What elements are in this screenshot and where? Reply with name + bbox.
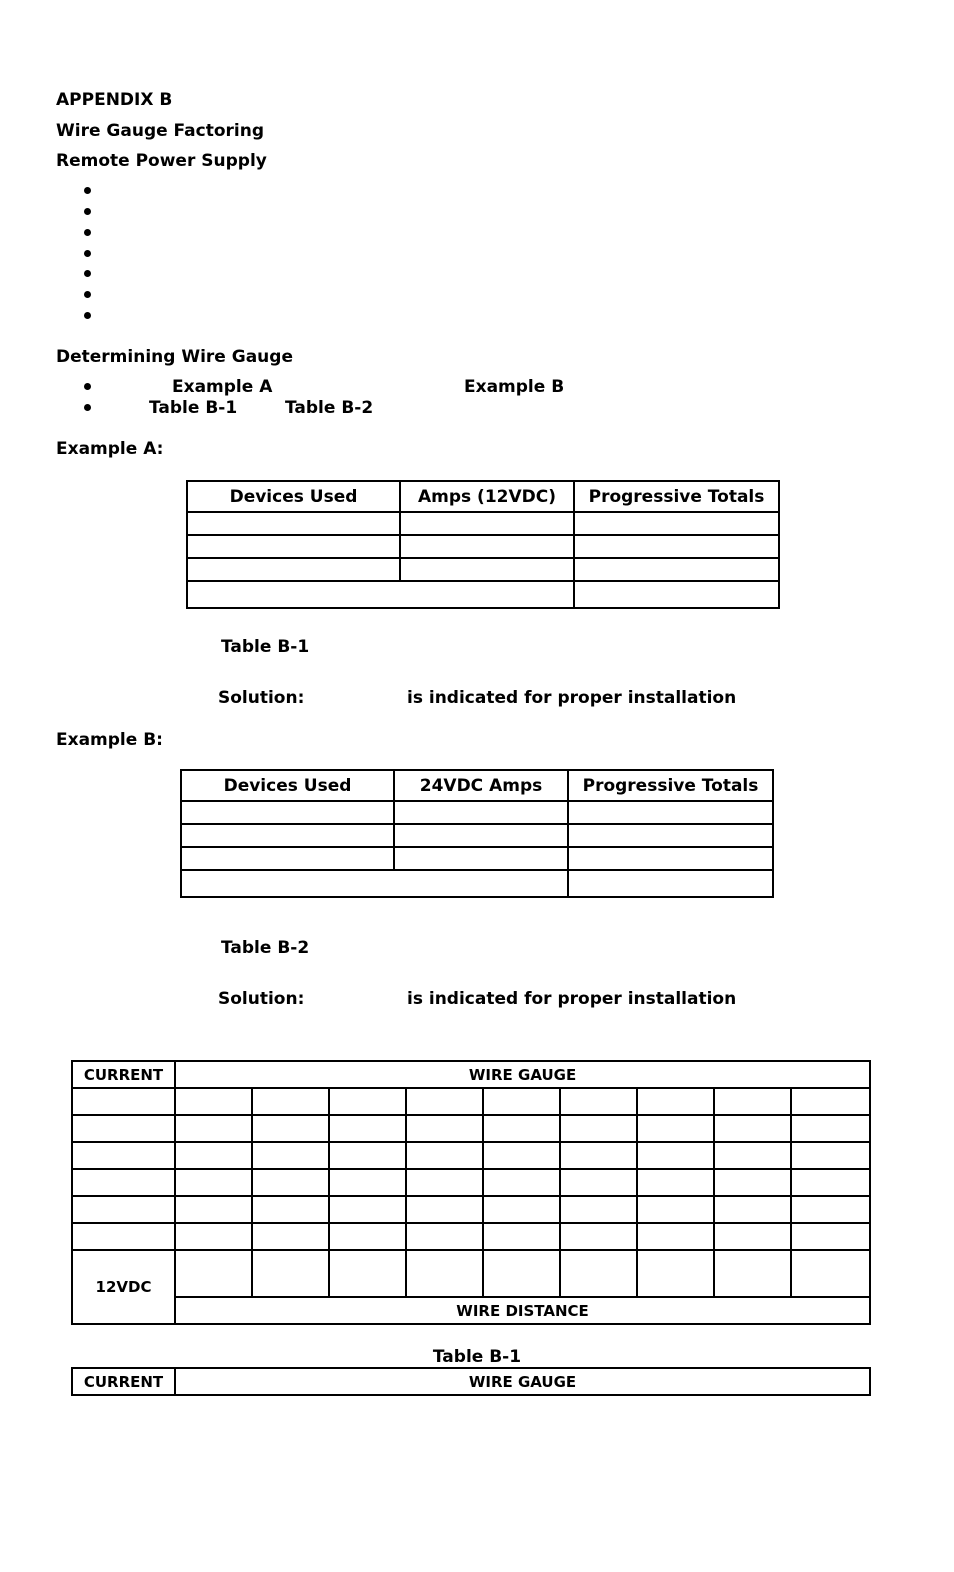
table-cell	[714, 1169, 791, 1196]
table-cell	[329, 1115, 406, 1142]
table-cell	[560, 1115, 637, 1142]
example-b-label: Example B:	[56, 730, 163, 750]
page-title: Wire Gauge Factoring	[56, 121, 265, 141]
wire-gauge-table-2	[71, 1367, 871, 1396]
table-cell	[560, 1250, 637, 1297]
table-caption-b2: Table B-2	[221, 938, 310, 958]
table-cell	[181, 824, 394, 847]
table-cell	[400, 535, 574, 558]
bullet-marker	[84, 208, 91, 215]
table-cell	[329, 1169, 406, 1196]
table-cell	[406, 1088, 483, 1115]
table-cell	[483, 1142, 560, 1169]
table-cell	[791, 1196, 870, 1223]
table-cell	[574, 512, 779, 535]
table-cell	[252, 1196, 329, 1223]
table-cell	[568, 824, 773, 847]
table-cell	[72, 1088, 175, 1115]
table-cell	[181, 801, 394, 824]
appendix-heading: APPENDIX B	[56, 90, 173, 110]
table-cell	[560, 1142, 637, 1169]
table-cell	[483, 1115, 560, 1142]
solution-label: Solution:	[218, 688, 305, 708]
ref-table-b1: Table B-1	[149, 398, 238, 418]
bullet-marker	[84, 250, 91, 257]
table-cell	[637, 1196, 714, 1223]
table-cell	[329, 1088, 406, 1115]
table-cell	[175, 1088, 252, 1115]
table-cell	[637, 1088, 714, 1115]
total-value-cell	[574, 581, 779, 608]
table-cell	[175, 1169, 252, 1196]
table-cell	[483, 1196, 560, 1223]
bullet-marker	[84, 312, 91, 319]
table-cell	[560, 1196, 637, 1223]
table-cell	[714, 1088, 791, 1115]
table-cell	[175, 1223, 252, 1250]
table-cell	[714, 1223, 791, 1250]
table-cell	[637, 1142, 714, 1169]
table-cell	[483, 1169, 560, 1196]
table-cell	[406, 1223, 483, 1250]
table-cell	[187, 558, 400, 581]
table-cell	[714, 1196, 791, 1223]
bullet-marker	[84, 187, 91, 194]
table-cell	[394, 847, 568, 870]
table-cell	[560, 1169, 637, 1196]
col-header-totals: Progressive Totals	[568, 770, 773, 801]
current-header: CURRENT	[72, 1368, 175, 1395]
table-cell	[252, 1223, 329, 1250]
table-cell	[791, 1169, 870, 1196]
table-cell	[252, 1115, 329, 1142]
table-cell	[72, 1169, 175, 1196]
table-cell	[187, 512, 400, 535]
solution-text: is indicated for proper installation	[407, 989, 737, 1009]
ref-example-a: Example A	[172, 377, 273, 397]
bullet-marker	[84, 270, 91, 277]
table-cell	[791, 1142, 870, 1169]
table-cell	[72, 1115, 175, 1142]
table-cell	[400, 558, 574, 581]
total-label-cell	[187, 581, 574, 608]
table-cell	[637, 1169, 714, 1196]
voltage-label: 12VDC	[72, 1250, 175, 1324]
ref-example-b: Example B	[464, 377, 565, 397]
bullet-marker	[84, 383, 91, 390]
table-cell	[483, 1088, 560, 1115]
table-cell	[72, 1142, 175, 1169]
table-cell	[483, 1250, 560, 1297]
solution-label: Solution:	[218, 989, 305, 1009]
col-header-totals: Progressive Totals	[574, 481, 779, 512]
wire-gauge-header: WIRE GAUGE	[175, 1061, 870, 1088]
bullet-marker	[84, 229, 91, 236]
table-cell	[329, 1250, 406, 1297]
table-cell	[406, 1115, 483, 1142]
table-cell	[560, 1223, 637, 1250]
table-cell	[252, 1250, 329, 1297]
table-cell	[187, 535, 400, 558]
col-header-amps: 24VDC Amps	[394, 770, 568, 801]
table-cell	[637, 1223, 714, 1250]
wire-distance-label: WIRE DISTANCE	[175, 1297, 870, 1324]
section-subtitle: Remote Power Supply	[56, 151, 267, 171]
table-cell	[483, 1223, 560, 1250]
solution-text: is indicated for proper installation	[407, 688, 737, 708]
table-cell	[175, 1115, 252, 1142]
table-cell	[791, 1223, 870, 1250]
table-cell	[181, 847, 394, 870]
table-cell	[72, 1196, 175, 1223]
bullet-marker	[84, 404, 91, 411]
table-caption-b1: Table B-1	[221, 637, 310, 657]
table-cell	[175, 1250, 252, 1297]
table-cell	[394, 824, 568, 847]
table-cell	[329, 1142, 406, 1169]
table-cell	[329, 1223, 406, 1250]
col-header-amps: Amps (12VDC)	[400, 481, 574, 512]
table-cell	[637, 1250, 714, 1297]
example-a-label: Example A:	[56, 439, 164, 459]
wire-gauge-table-1	[71, 1060, 871, 1325]
col-header-devices: Devices Used	[187, 481, 400, 512]
table-cell	[406, 1169, 483, 1196]
table-cell	[574, 535, 779, 558]
table-cell	[394, 801, 568, 824]
table-cell	[406, 1142, 483, 1169]
current-header: CURRENT	[72, 1061, 175, 1088]
table-cell	[568, 801, 773, 824]
table-cell	[406, 1250, 483, 1297]
determining-heading: Determining Wire Gauge	[56, 347, 293, 367]
table-cell	[791, 1088, 870, 1115]
table-cell	[252, 1088, 329, 1115]
table-cell	[252, 1169, 329, 1196]
table-cell	[400, 512, 574, 535]
ref-table-b2: Table B-2	[285, 398, 374, 418]
table-cell	[252, 1142, 329, 1169]
table-cell	[791, 1250, 870, 1297]
table-cell	[714, 1115, 791, 1142]
table-cell	[175, 1196, 252, 1223]
table-cell	[406, 1196, 483, 1223]
example-b-table	[180, 769, 774, 898]
gauge-table-caption: Table B-1	[432, 1347, 522, 1367]
table-cell	[568, 847, 773, 870]
table-cell	[574, 558, 779, 581]
table-cell	[329, 1196, 406, 1223]
table-cell	[560, 1088, 637, 1115]
table-cell	[72, 1223, 175, 1250]
wire-gauge-header: WIRE GAUGE	[175, 1368, 870, 1395]
total-label-cell	[181, 870, 568, 897]
table-cell	[791, 1115, 870, 1142]
col-header-devices: Devices Used	[181, 770, 394, 801]
table-cell	[714, 1142, 791, 1169]
table-cell	[714, 1250, 791, 1297]
table-cell	[175, 1142, 252, 1169]
total-value-cell	[568, 870, 773, 897]
bullet-marker	[84, 291, 91, 298]
example-a-table	[186, 480, 780, 609]
table-cell	[637, 1115, 714, 1142]
